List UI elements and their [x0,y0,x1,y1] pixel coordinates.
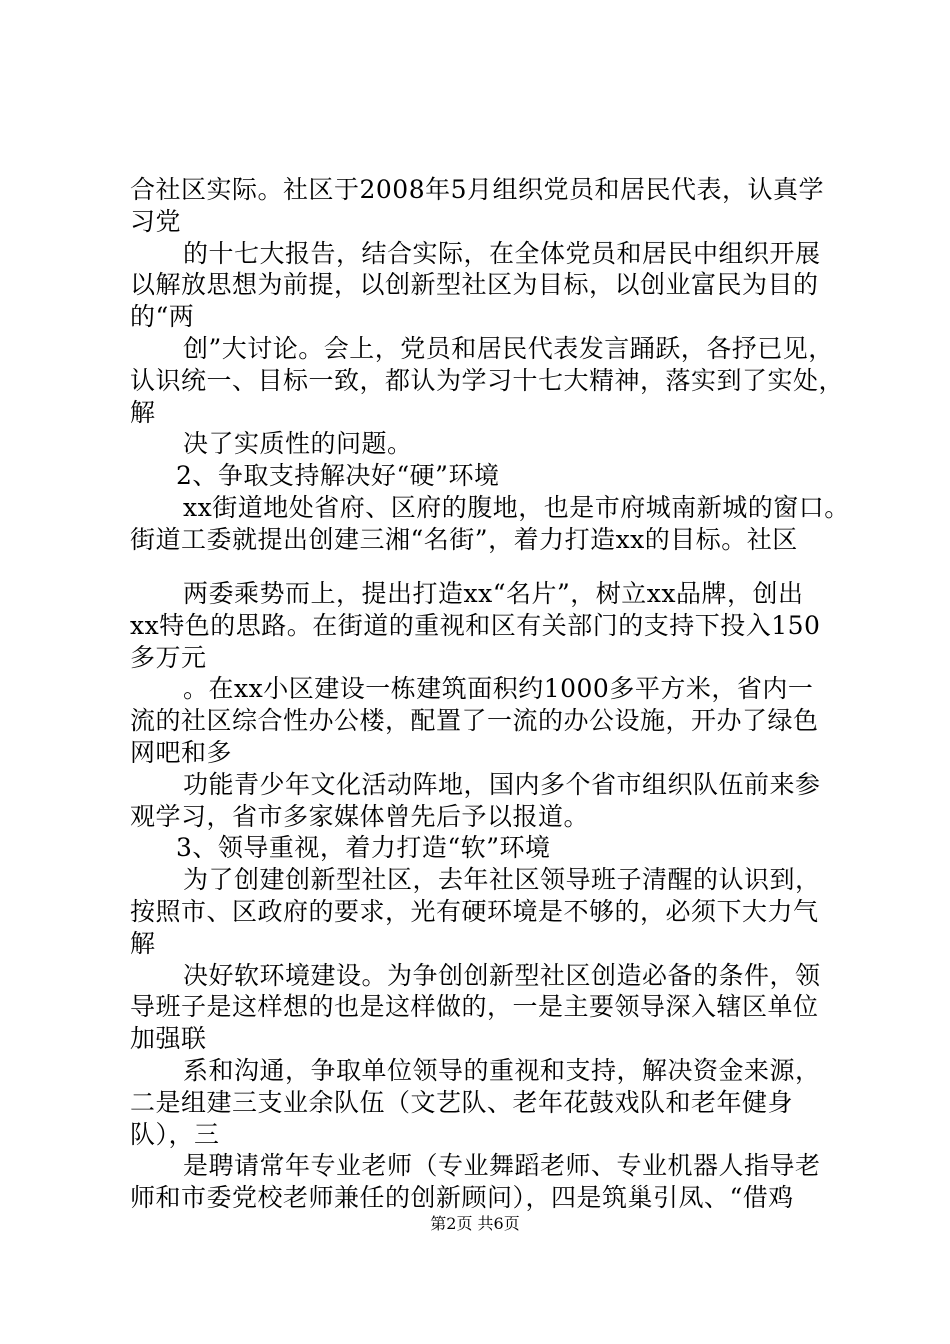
text-line: 街道工委就提出创建三湘“名街”，着力打造xx的目标。社区 [130,525,798,554]
text-line: 以解放思想为前提，以创新型社区为目标，以创业富民为目的 [130,270,819,299]
text-line: 网吧和多 [130,738,233,767]
text-line: 。在xx小区建设一栋建筑面积约1000多平方米，省内一 [183,674,814,703]
text-line: 合社区实际。社区于2008年5月组织党员和居民代表，认真学 [130,175,825,204]
text-line: 功能青少年文化活动阵地，国内多个省市组织队伍前来参 [183,770,821,799]
text-line: 系和沟通，争取单位领导的重视和支持，解决资金来源， [183,1056,821,1085]
text-line: 按照市、区政府的要求，光有硬环境是不够的，必须下大力气 [130,897,819,926]
text-line: 习党 [130,207,182,236]
text-line: 队），三 [130,1120,220,1149]
text-line: 决了实质性的问题。 [183,429,413,458]
text-line: 是聘请常年专业老师（专业舞蹈老师、专业机器人指导老 [183,1151,821,1180]
text-line: 加强联 [130,1024,207,1053]
section-heading: 3、领导重视，着力打造“软”环境 [176,833,551,862]
text-line: 两委乘势而上，提出打造xx“名片”，树立xx品牌，创出 [183,579,804,608]
text-line: 多万元 [130,643,207,672]
text-line: 师和市委党校老师兼任的创新顾问），四是筑巢引凤、“借鸡 [130,1183,794,1212]
text-line: 的十七大报告，结合实际，在全体党员和居民中组织开展 [183,239,821,268]
text-line: xx街道地处省府、区府的腹地，也是市府城南新城的窗口。 [183,493,850,522]
text-line: 观学习，省市多家媒体曾先后予以报道。 [130,802,590,831]
text-line: 解 [130,398,156,427]
text-line: xx特色的思路。在街道的重视和区有关部门的支持下投入150 [130,611,821,640]
text-line: 创”大讨论。会上，党员和居民代表发言踊跃，各抒已见， [183,334,834,363]
text-line: 决好软环境建设。为争创创新型社区创造必备的条件，领 [183,961,821,990]
text-line: 流的社区综合性办公楼，配置了一流的办公设施，开办了绿色 [130,706,819,735]
text-line: 认识统一、目标一致，都认为学习十七大精神，落实到了实处， [130,366,845,395]
text-line: 的“两 [130,302,195,331]
section-heading: 2、争取支持解决好“硬”环境 [176,461,500,490]
text-line: 导班子是这样想的也是这样做的，一是主要领导深入辖区单位 [130,992,819,1021]
text-line: 二是组建三支业余队伍（文艺队、老年花鼓戏队和老年健身 [130,1088,794,1117]
page-number-footer: 第2页 共6页 [430,1214,520,1233]
text-line: 解 [130,929,156,958]
text-line: 为了创建创新型社区，去年社区领导班子清醒的认识到， [183,865,821,894]
